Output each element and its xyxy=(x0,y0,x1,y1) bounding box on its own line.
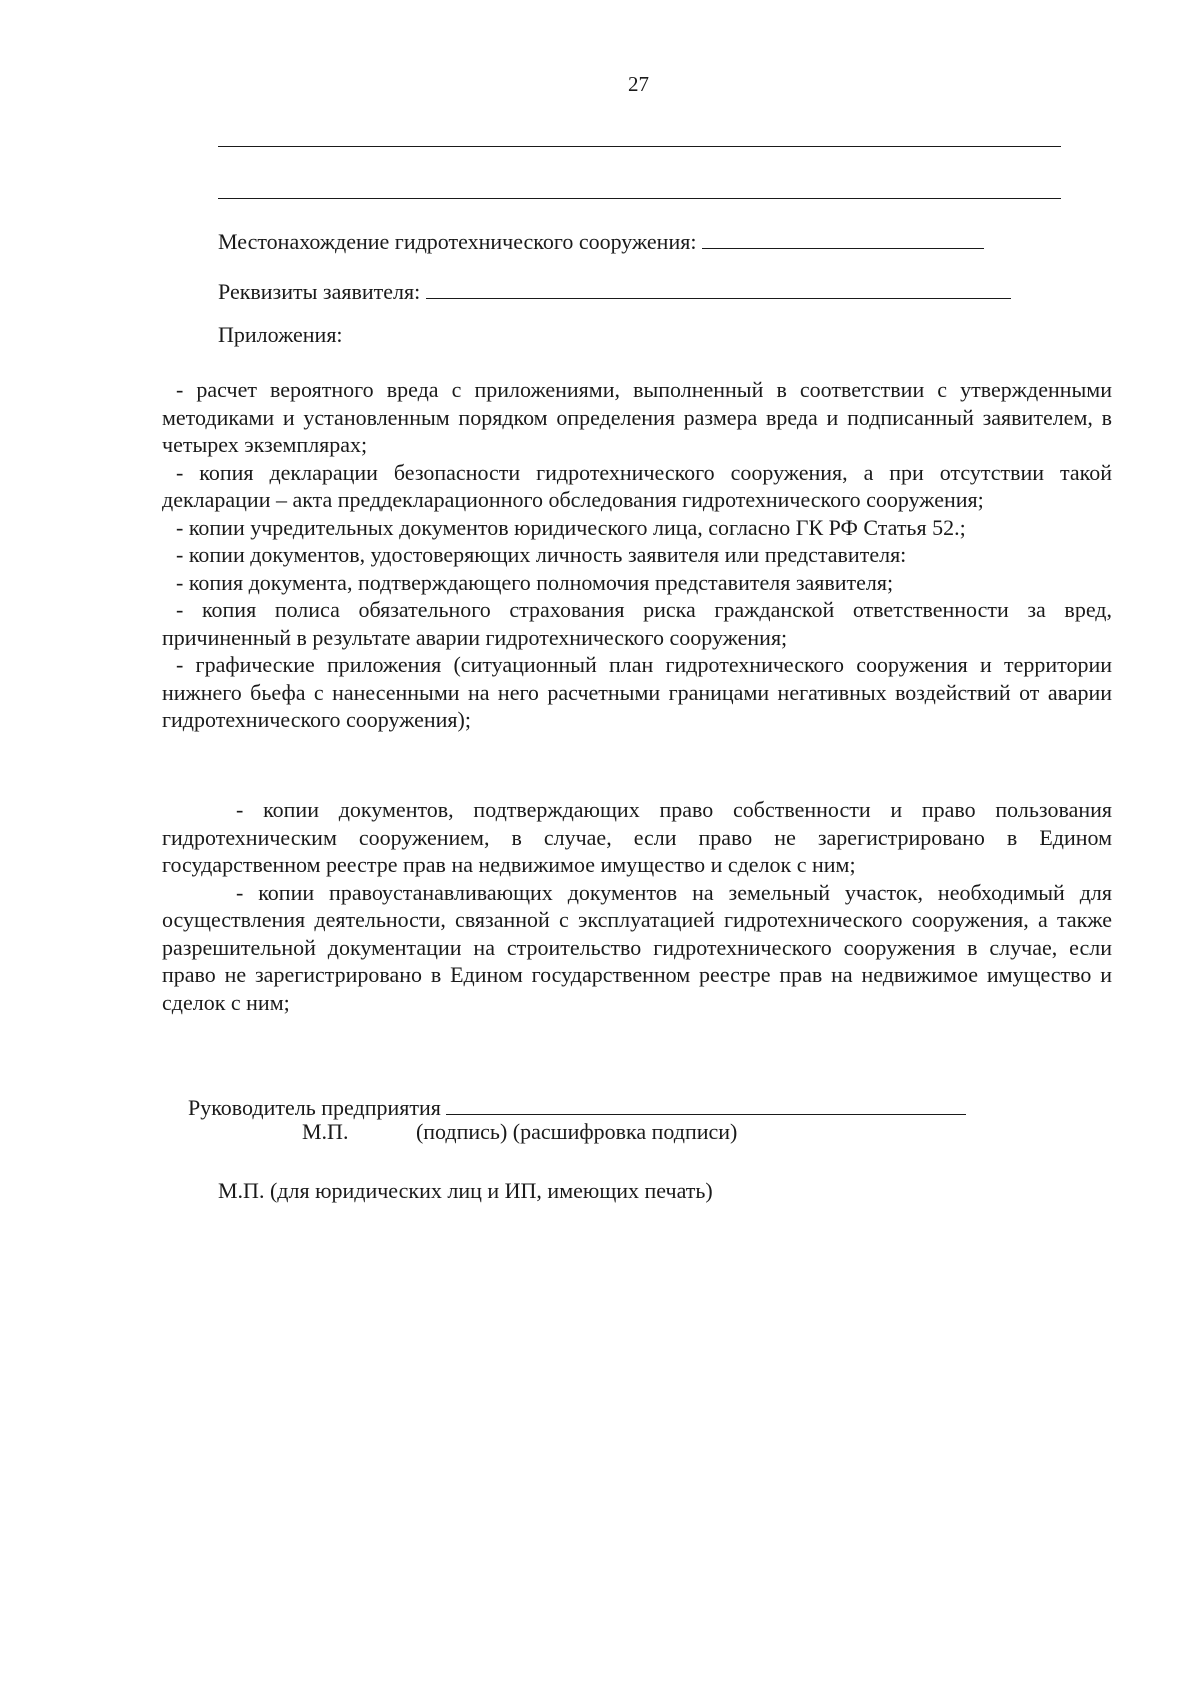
annex-title: Приложения: xyxy=(218,322,343,347)
requisites-blank[interactable] xyxy=(426,276,1011,299)
list-item: - копии правоустанавливающих документов на земельный участок, необходимый для осуществления деятельности, связанной с эксплуатацией гидротехнического сооружения, а также разрешительной документации на строительство гидротехнического сооружения в случае, если право не зарегистрировано в Едином государственном реестре прав на недвижимое имущество и сделок с ним; xyxy=(162,879,1112,1015)
stamp-note: М.П. (для юридических лиц и ИП, имеющих печать) xyxy=(218,1178,713,1203)
location-field xyxy=(218,226,984,256)
list-item: - копия декларации безопасности гидротехнического сооружения, а при отсутствии такой декларации – акта преддекларационного обследования гидротехнического сооружения; xyxy=(162,459,1112,512)
blank-line-2[interactable] xyxy=(218,198,1061,199)
signature-blank[interactable] xyxy=(446,1092,966,1115)
list-item: - расчет вероятного вреда с приложениями, выполненный в соответствии с утвержденными методиками и установленным порядком определения размера вреда и подписанный заявителем, в четырех экземплярах; xyxy=(162,377,1112,457)
mp-label: М.П. xyxy=(302,1119,349,1144)
list-item: - копия полиса обязательного страхования риска гражданской ответственности за вред, причиненный в результате аварии гидротехнического сооружения; xyxy=(162,597,1112,650)
requisites-field xyxy=(218,276,1011,306)
list-item: - графические приложения (ситуационный план гидротехнического сооружения и территории нижнего бьефа с нанесенными на него расчетными границами негативных воздействий от аварии гидротехнического сооружения); xyxy=(162,652,1112,732)
signature-line xyxy=(188,1092,966,1122)
list-item: - копия документа, подтверждающего полномочия представителя заявителя; xyxy=(176,569,894,595)
requisites-label: Реквизиты заявителя: xyxy=(218,279,421,304)
list-item: - копии документов, удостоверяющих личность заявителя или представителя: xyxy=(176,542,907,567)
attachments-list xyxy=(162,376,1112,734)
blank-line-1[interactable] xyxy=(218,146,1061,147)
signature-captions xyxy=(302,1119,737,1145)
page-number: 27 xyxy=(628,72,649,96)
head-label: Руководитель предприятия xyxy=(188,1095,441,1120)
location-label: Местонахождение гидротехнического сооружения: xyxy=(218,229,697,254)
list-item: - копии учредительных документов юридического лица, согласно ГК РФ Статья 52.; xyxy=(176,514,966,540)
attachments-extra-list xyxy=(162,796,1112,1016)
signature-decoding: (подпись) (расшифровка подписи) xyxy=(415,1119,738,1144)
location-blank[interactable] xyxy=(702,226,984,249)
list-item: - копии документов, подтверждающих право собственности и право пользования гидротехническим сооружением, в случае, если право не зарегистрировано в Едином государственном реестре прав на недвижимое имущество и сделок с ним; xyxy=(162,797,1112,877)
